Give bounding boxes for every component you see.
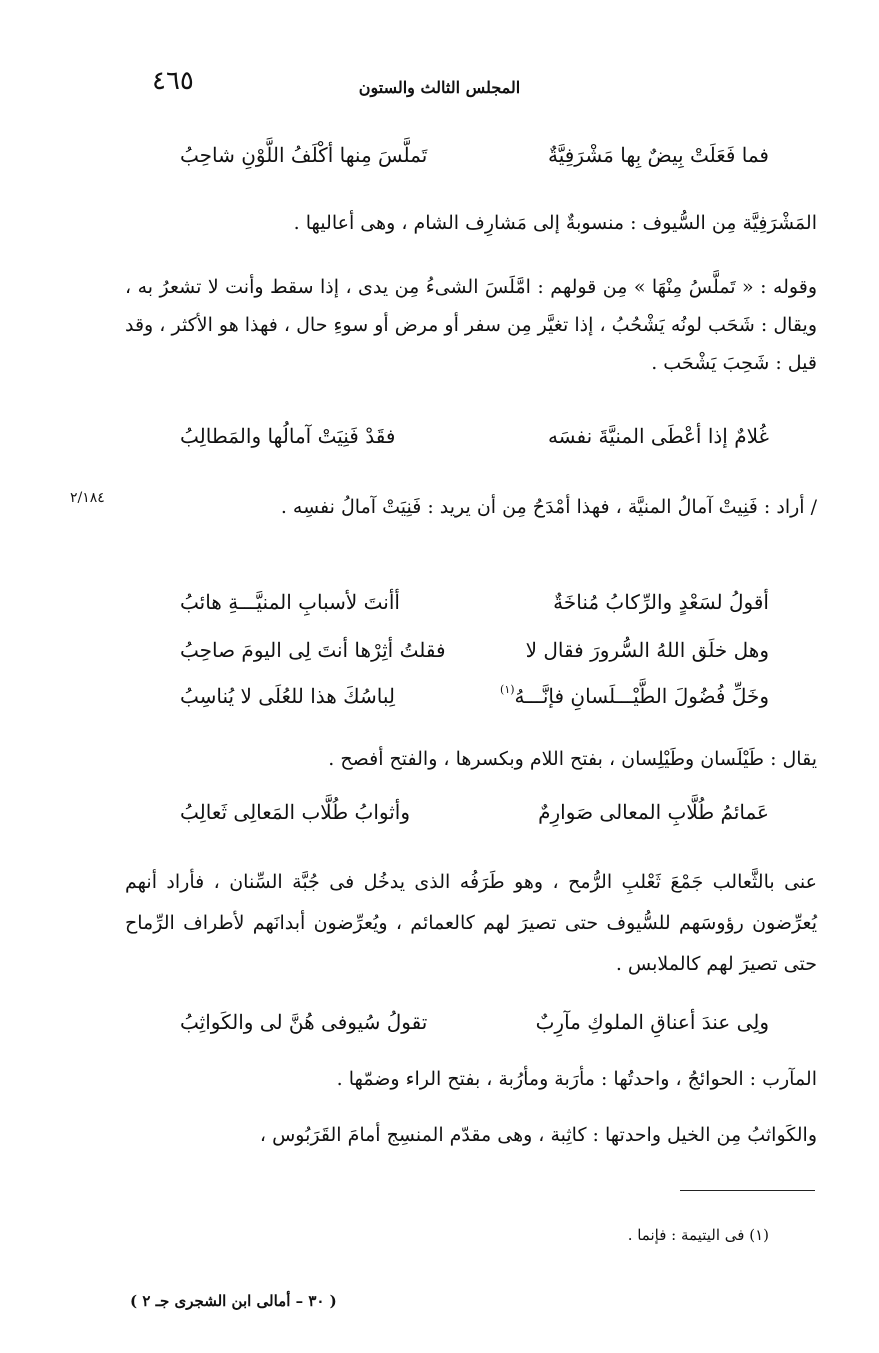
verse-4-first-hemistich: وهل خلَق اللهُ السُّرورَ فقال لا bbox=[525, 638, 769, 662]
verse-4-second-hemistich: فقلتُ أثِرْها أنتَ لِى اليومَ صاحِبُ bbox=[180, 638, 446, 662]
verse-5-first-text: وخَلِّ فُضُولَ الطَّيْـــلَسانِ فإنَّـــهُ bbox=[514, 684, 769, 708]
verse-6-first-hemistich: عَمائمُ طُلَّابِ المعالى صَوارِمٌ bbox=[538, 800, 769, 824]
verse-6-second-hemistich: وأثوابُ طُلَّاب المَعالِى ثَعالِبُ bbox=[180, 800, 411, 824]
paragraph-7: والكَواثبُ مِن الخيل واحدتها : كاثِبة ، وهى مقدّم المنسِج أمامَ القَرَبُوس ، bbox=[259, 1124, 817, 1146]
verse-3-second-hemistich: أأنتَ لأسبابِ المنيَّـــةِ هائبُ bbox=[180, 590, 400, 614]
verse-7-second-hemistich: تقولُ سُيوفى هُنَّ لى والكَواثِبُ bbox=[180, 1010, 428, 1034]
margin-reference: ٢/١٨٤ bbox=[70, 490, 105, 506]
paragraph-4: يقال : طَيْلَسان وطَيْلِسان ، بفتح اللام وبكسرها ، والفتح أفصح . bbox=[328, 748, 817, 770]
footnote: (١) فى اليتيمة : فإنما . bbox=[627, 1226, 769, 1244]
running-head: المجلس الثالث والستون bbox=[358, 78, 521, 97]
verse-5-second-hemistich: لِباسُكَ هذا للعُلَى لا يُناسِبُ bbox=[180, 684, 396, 708]
page-number: ٤٦٥ bbox=[152, 66, 194, 96]
footnote-rule bbox=[680, 1190, 815, 1191]
verse-3-first-hemistich: أقولُ لسَعْدٍ والرِّكابُ مُناخَةٌ bbox=[553, 590, 769, 614]
verse-2-second-hemistich: فقَدْ فَنِيَتْ آمالُها والمَطالِبُ bbox=[180, 424, 396, 448]
paragraph-3: / أراد : فَنِيتْ آمالُ المنيَّة ، فهذا أمْدَحُ مِن أن يريد : فَنِيَتْ آمالُ نفسِه . bbox=[280, 496, 817, 518]
paragraph-5: عنى بالثَّعالب جَمْعَ ثَعْلبِ الرُّمح ، وهو طَرَفُه الذى يدخُل فى جُبَّة السِّنان ، فأراد أنهم يُعرِّضون رؤوسَهم للسُّيوف حتى تصيرَ لهم كالعمائم ، ويُعرِّضون أبدانَهم لأطراف الرِّماح حتى تصيرَ لهم كالملابس . bbox=[125, 871, 817, 975]
paragraph-6: المآرب : الحوائجُ ، واحدتُها : مأرَبة ومأرُبة ، بفتح الراء وضمّها . bbox=[336, 1068, 817, 1090]
verse-5-first-hemistich bbox=[500, 684, 769, 708]
paragraph-2: وقوله : « تَملَّسُ مِنْهَا » مِن قولهم : امَّلَسَ الشىءُ مِن يدى ، إذا سقط وأنت لا تشعرُ به ، ويقال : شَحَب لونُه يَشْحُبُ ، إذا تغيَّر مِن سفر أو مرض أو سوءِ حال ، فهذا هو الأكثر ، وقد قيل : شَحِبَ يَشْحَب . bbox=[125, 276, 817, 374]
verse-2-first-hemistich: غُلامٌ إذا أعْطَى المنيَّةَ نفسَه bbox=[547, 424, 769, 448]
verse-1-first-hemistich: فما فَعَلَتْ بِيضٌ بِها مَشْرَفِيَّةٌ bbox=[547, 143, 769, 167]
signature-line: ( ٣٠ – أمالى ابن الشجرى جـ ٢ ) bbox=[130, 1292, 337, 1310]
footnote-marker: (١) bbox=[500, 683, 515, 696]
paragraph-1: المَشْرَفِيَّة مِن السُّيوف : منسوبةٌ إلى مَشارِف الشام ، وهى أعاليها . bbox=[293, 212, 817, 234]
verse-1-second-hemistich: تَملَّسَ مِنها أكْلَفُ اللَّوْنِ شاحِبُ bbox=[180, 143, 428, 167]
verse-7-first-hemistich: ولِى عندَ أعناقِ الملوكِ مآرِبٌ bbox=[535, 1010, 769, 1034]
